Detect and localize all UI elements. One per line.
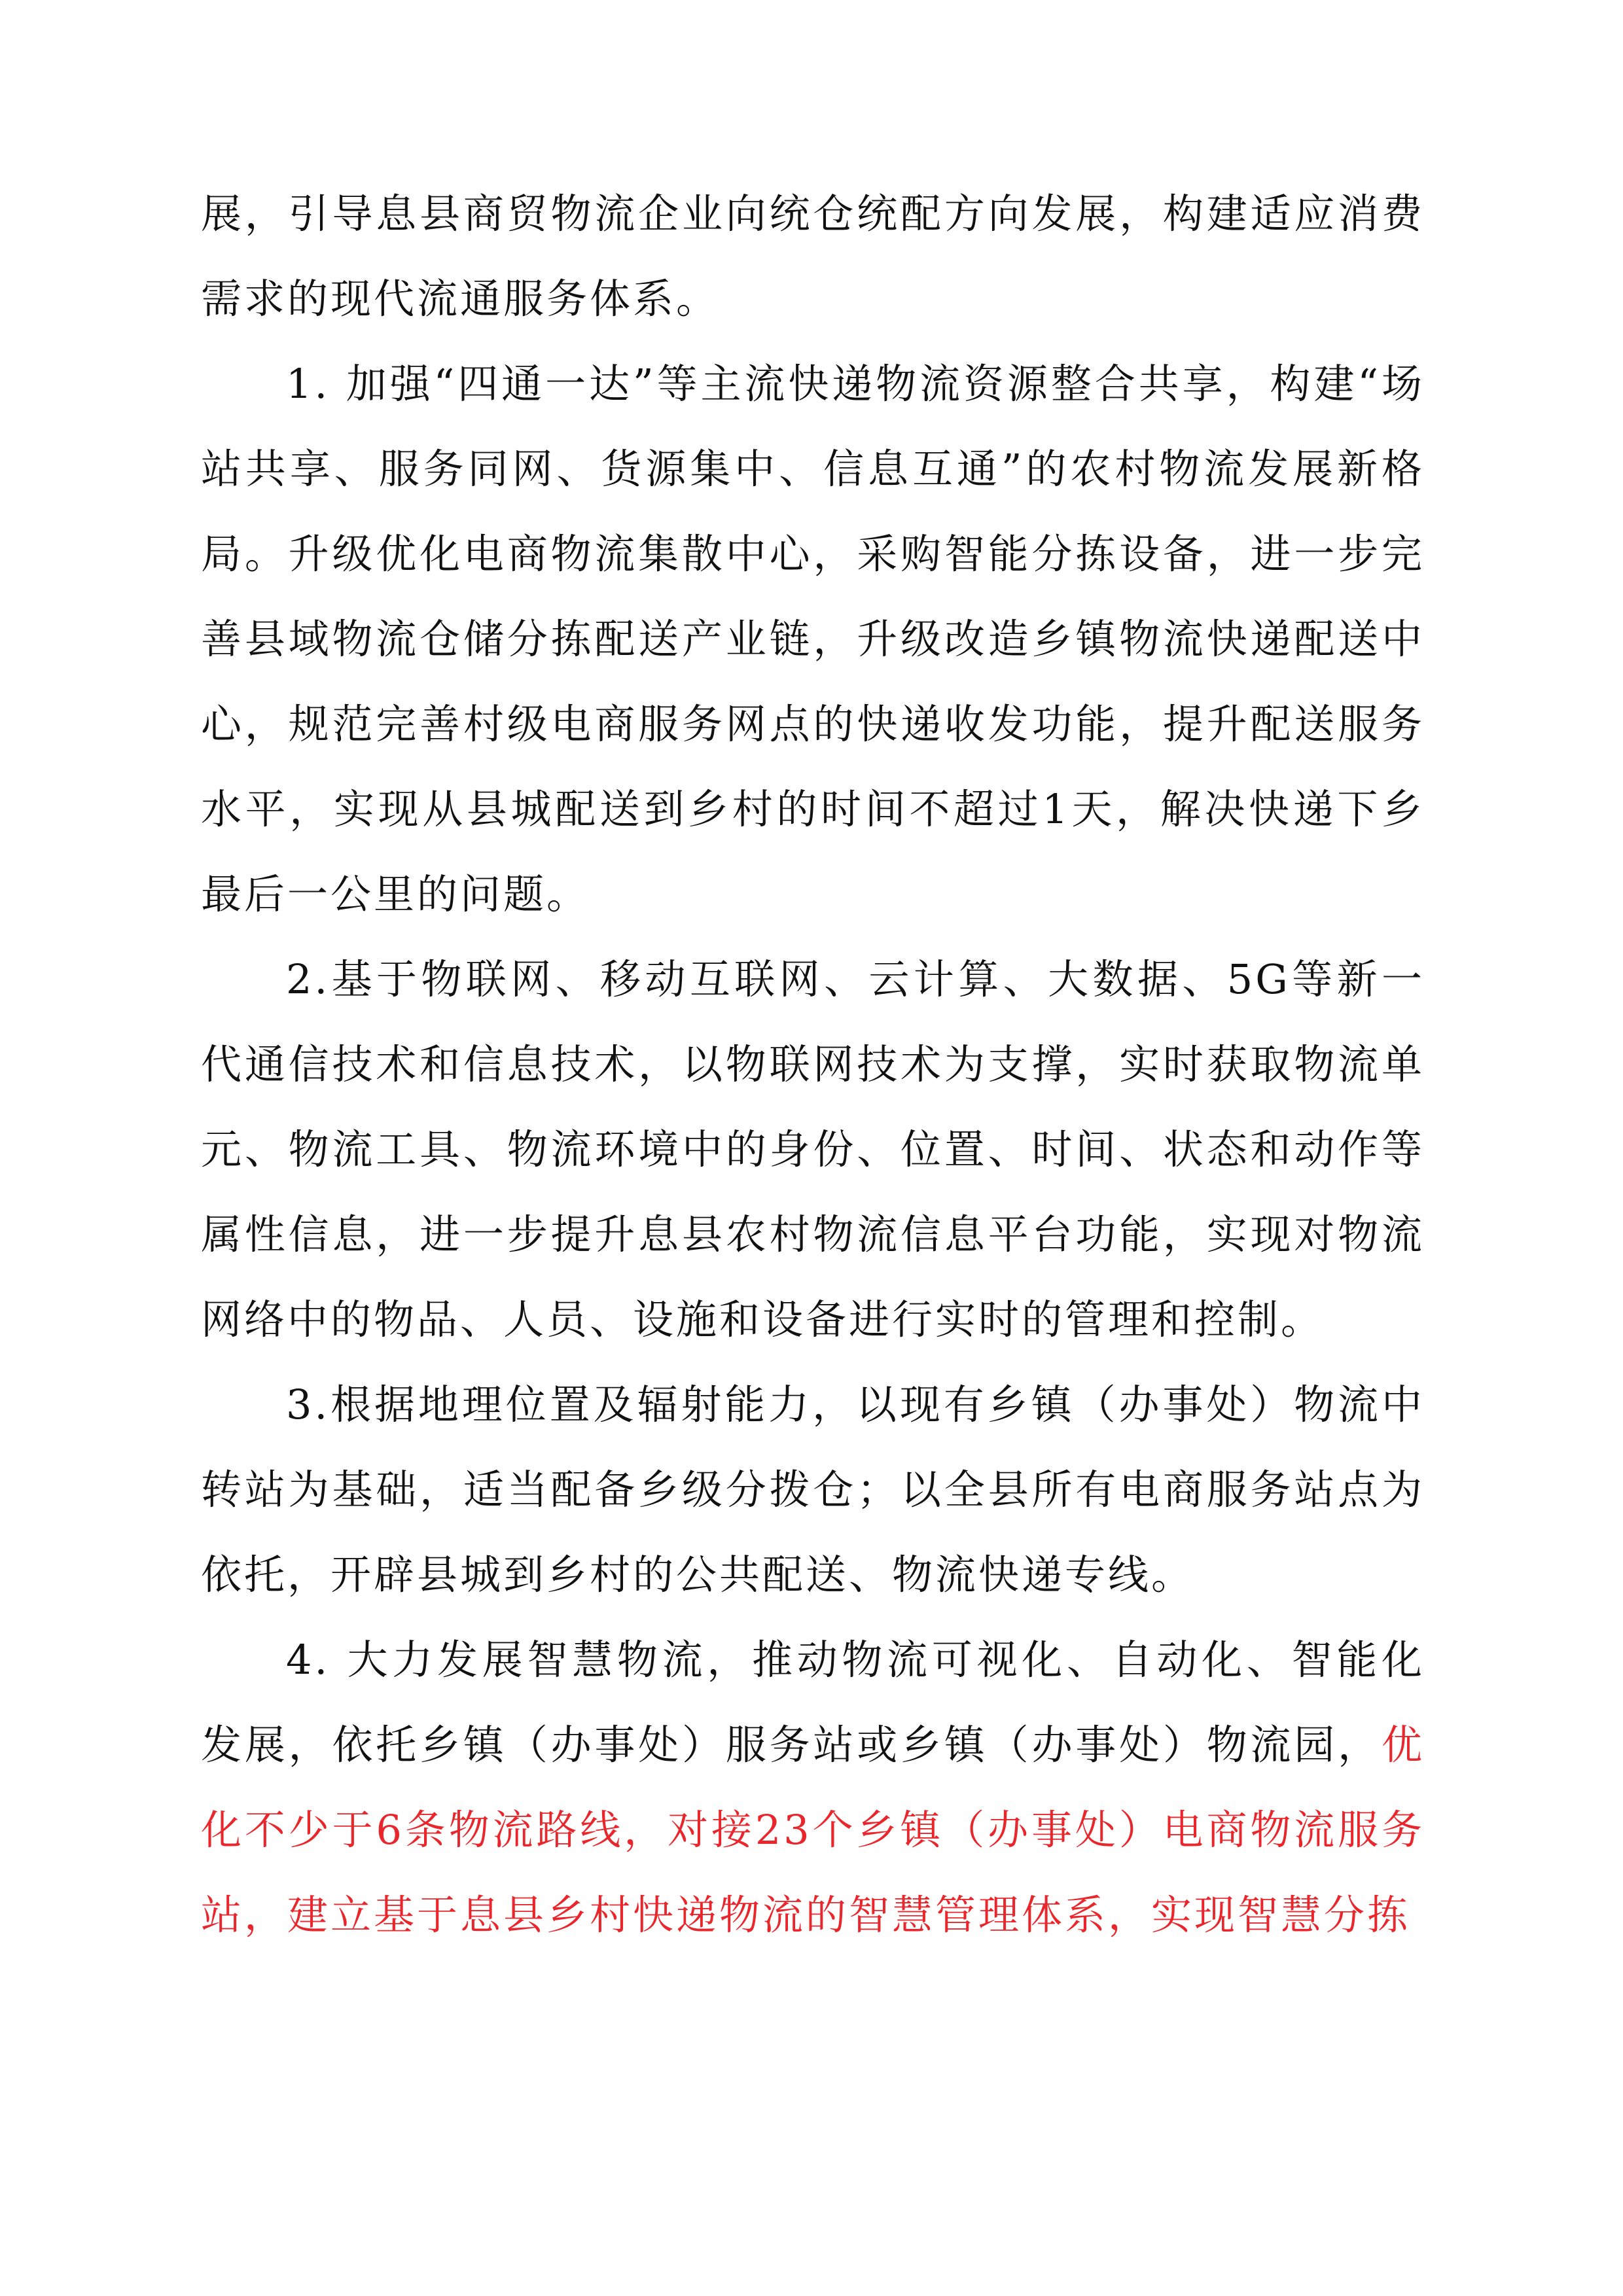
- paragraph-item-2: [201, 937, 1425, 1362]
- paragraph-text: 4. 大力发展智慧物流，推动物流可视化、自动化、智能化发展，依托乡镇（办事处）服务站或乡镇（办事处）物流园，: [201, 1636, 1425, 1769]
- paragraph-intro-continued: [201, 171, 1425, 342]
- paragraph-text: 3.根据地理位置及辐射能力，以现有乡镇（办事处）物流中转站为基础，适当配备乡级分拨仓；以全县所有电商服务站点为依托，开辟县城到乡村的公共配送、物流快递专线。: [201, 1381, 1425, 1598]
- paragraph-item-1: [201, 342, 1425, 937]
- paragraph-text: 2.基于物联网、移动互联网、云计算、大数据、5G等新一代通信技术和信息技术，以物联网技术为支撑，实时获取物流单元、物流工具、物流环境中的身份、位置、时间、状态和动作等属性信息，进一步提升息县农村物流信息平台功能，实现对物流网络中的物品、人员、设施和设备进行实时的管理和控制。: [201, 955, 1425, 1343]
- highlighted-red-text: 优化不少于6条物流路线，对接23个乡镇（办事处）电商物流服务站，建立基于息县乡村快递物流的智慧管理体系，实现智慧分拣: [201, 1721, 1425, 1939]
- paragraph-item-3: [201, 1362, 1425, 1617]
- paragraph-item-4: [201, 1617, 1425, 1958]
- document-body: [201, 171, 1425, 1958]
- paragraph-text: 1. 加强“四通一达”等主流快递物流资源整合共享，构建“场站共享、服务同网、货源集中、信息互通”的农村物流发展新格局。升级优化电商物流集散中心，采购智能分拣设备，进一步完善县域物流仓储分拣配送产业链，升级改造乡镇物流快递配送中心，规范完善村级电商服务网点的快递收发功能，提升配送服务水平，实现从县城配送到乡村的时间不超过1天，解决快递下乡最后一公里的问题。: [201, 360, 1425, 918]
- paragraph-text: 展，引导息县商贸物流企业向统仓统配方向发展，构建适应消费需求的现代流通服务体系。: [201, 190, 1425, 323]
